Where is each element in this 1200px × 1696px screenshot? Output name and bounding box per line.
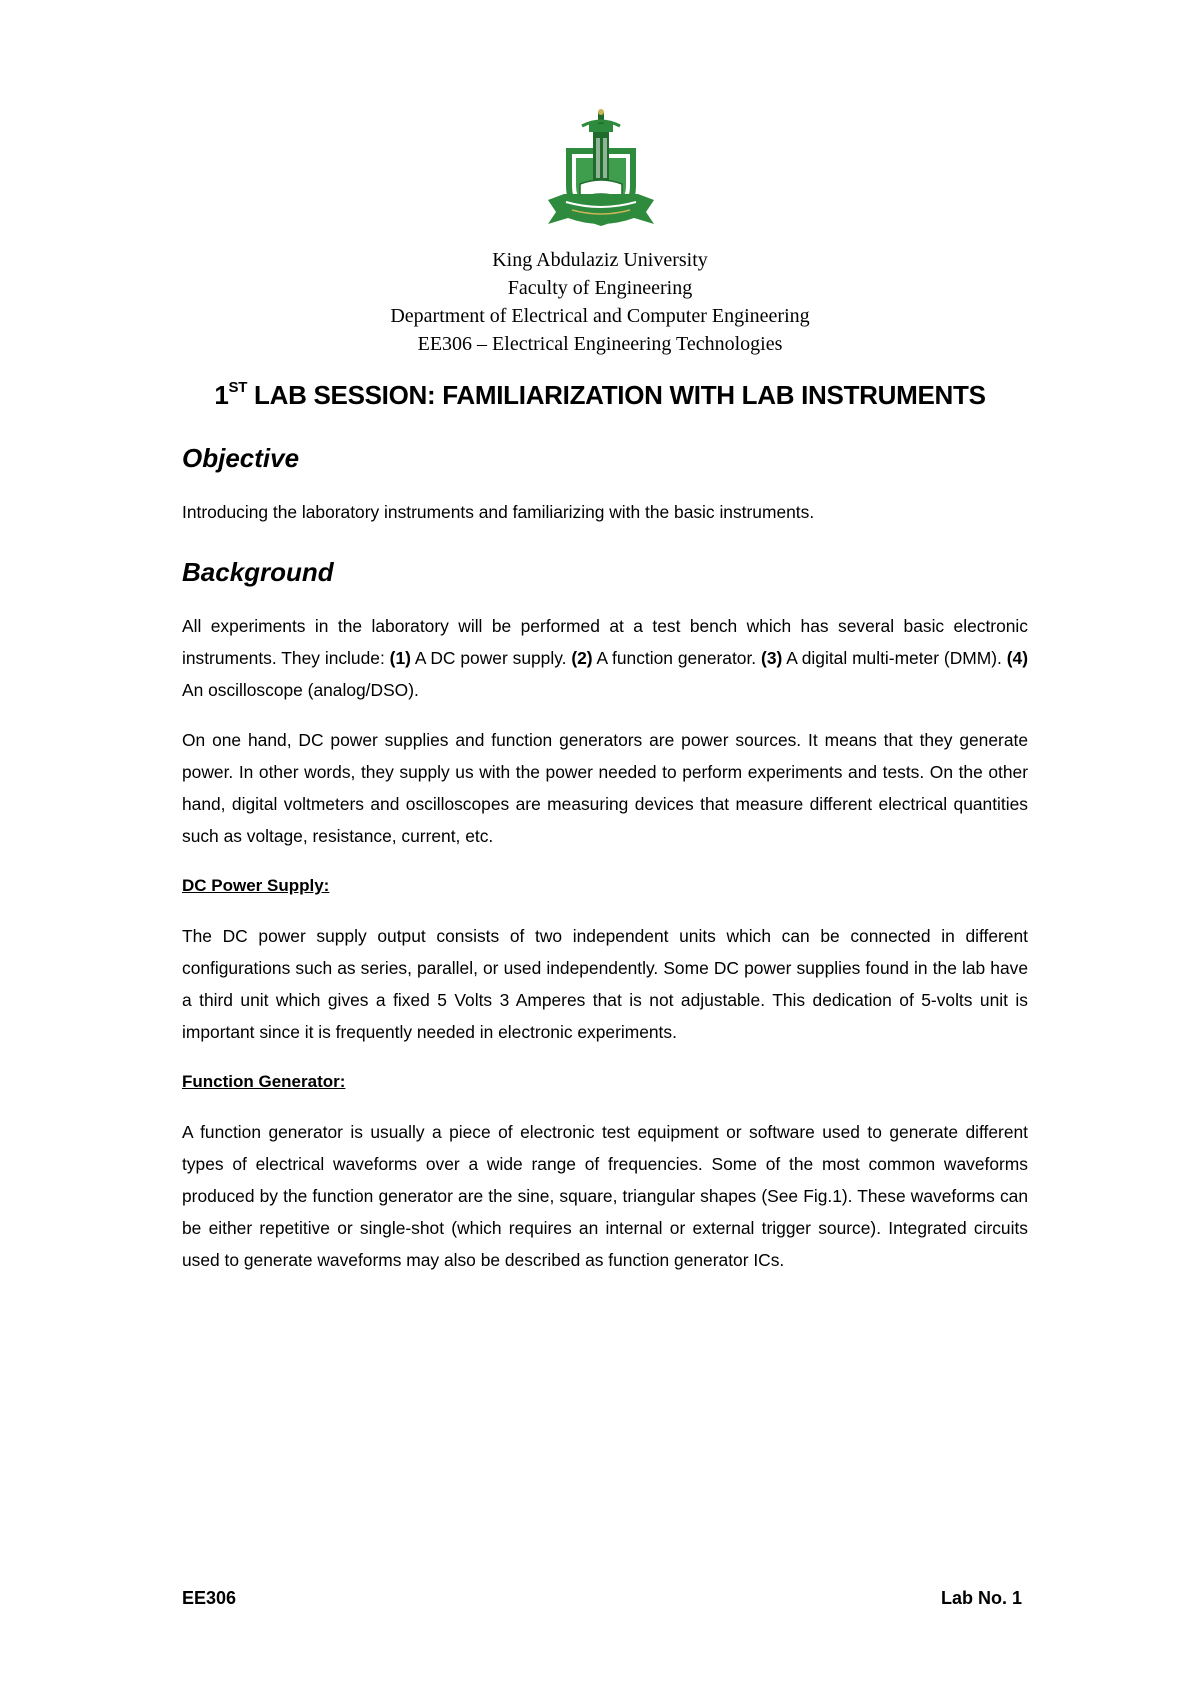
title-text: LAB SESSION: FAMILIARIZATION WITH LAB INSTRUMENTS [247,380,986,410]
function-generator-heading: Function Generator: [182,1072,346,1091]
university-header [0,246,1200,358]
footer-course: EE306 [182,1588,237,1608]
dc-power-text: The DC power supply output consists of two independent units which can be connected in different configurations such as series, parallel, or used independently. Some DC power supplies found in the lab have a third unit which gives a fixed 5 Volts 3 Amperes that is not adjustable. This dedication of 5-volts unit is important since it is frequently needed in electronic experiments. [182,926,1028,1042]
title-superscript: ST [228,379,248,397]
background-heading: Background [182,557,334,587]
objective-text: Introducing the laboratory instruments and familiarizing with the basic instruments. [182,502,815,522]
background-paragraph-2: On one hand, DC power supplies and function generators are power sources. It means that they generate power. In other words, they supply us with the power needed to perform experiments and tests. On the other hand, digital voltmeters and oscilloscopes are measuring devices that measure different electrical quantities such as voltage, resistance, current, etc. [182,730,1028,846]
objective-section [182,440,1028,528]
page-title [0,380,1200,411]
footer-lab-number: Lab No. 1 [940,1588,1022,1608]
faculty-name: Faculty of Engineering [507,277,693,299]
objective-heading: Objective [182,443,300,473]
background-paragraph-1: All experiments in the laboratory will be performed at a test bench which has several basic electronic instruments. They include: (1) A DC power supply. (2) A function generator. (3) A digital multi-meter (DMM). (4) An oscilloscope (analog/DSO). [182,616,1029,700]
university-name: King Abdulaziz University [492,249,708,271]
dc-power-heading: DC Power Supply: [182,876,330,895]
page-footer [182,1588,1022,1609]
function-generator-text: A function generator is usually a piece of electronic test equipment or software used to generate different types of electrical waveforms over a wide range of frequencies. Some of the most common waveforms produced by the function generator are the sine, square, triangular shapes (See Fig.1). These waveforms can be either repetitive or single-shot (which requires an internal or external trigger source). Integrated circuits used to generate waveforms may also be described as function generator ICs. [182,1122,1028,1270]
background-section [182,554,1028,1276]
department-name: Department of Electrical and Computer Engineering [390,305,810,327]
title-number: 1 [214,380,229,410]
course-name: EE306 – Electrical Engineering Technologies [417,333,783,355]
university-logo [546,108,656,234]
